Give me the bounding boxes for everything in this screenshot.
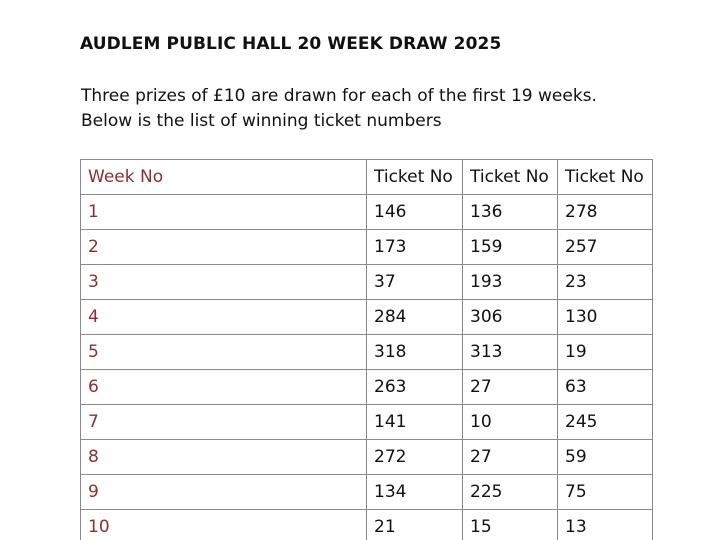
table-row <box>81 300 653 335</box>
ticket-no-cell: 278 <box>558 195 653 230</box>
ticket-no-cell: 27 <box>463 370 558 405</box>
ticket-no-cell: 313 <box>463 335 558 370</box>
ticket-no-cell: 318 <box>367 335 463 370</box>
ticket-no-cell: 59 <box>558 440 653 475</box>
ticket-no-cell: 75 <box>558 475 653 510</box>
ticket-no-cell: 146 <box>367 195 463 230</box>
ticket-no-cell: 136 <box>463 195 558 230</box>
week-no-cell: 5 <box>81 335 367 370</box>
ticket-no-cell: 19 <box>558 335 653 370</box>
week-no-cell: 10 <box>81 510 367 540</box>
ticket-no-cell: 159 <box>463 230 558 265</box>
intro-line-1: Three prizes of £10 are drawn for each of the first 19 weeks. <box>81 86 597 106</box>
ticket-no-cell: 257 <box>558 230 653 265</box>
ticket-no-cell: 284 <box>367 300 463 335</box>
ticket-no-cell: 10 <box>463 405 558 440</box>
table-body <box>81 195 653 540</box>
ticket-no-cell: 306 <box>463 300 558 335</box>
week-no-cell: 6 <box>81 370 367 405</box>
ticket-no-cell: 21 <box>367 510 463 540</box>
week-no-cell: 2 <box>81 230 367 265</box>
table-header-row <box>81 160 653 195</box>
ticket-no-cell: 193 <box>463 265 558 300</box>
ticket-no-cell: 272 <box>367 440 463 475</box>
header-week-no: Week No <box>81 160 367 195</box>
table-row <box>81 230 653 265</box>
header-ticket-no-2: Ticket No <box>463 160 558 195</box>
week-no-cell: 4 <box>81 300 367 335</box>
week-no-cell: 8 <box>81 440 367 475</box>
week-no-cell: 7 <box>81 405 367 440</box>
ticket-no-cell: 263 <box>367 370 463 405</box>
table-row <box>81 335 653 370</box>
table-row <box>81 195 653 230</box>
intro-line-2: Below is the list of winning ticket numbers <box>81 111 442 131</box>
table-row <box>81 510 653 540</box>
ticket-no-cell: 37 <box>367 265 463 300</box>
ticket-no-cell: 141 <box>367 405 463 440</box>
week-no-cell: 1 <box>81 195 367 230</box>
intro-text <box>81 84 597 134</box>
ticket-no-cell: 15 <box>463 510 558 540</box>
ticket-no-cell: 130 <box>558 300 653 335</box>
document-title: AUDLEM PUBLIC HALL 20 WEEK DRAW 2025 <box>80 34 502 54</box>
table-row <box>81 475 653 510</box>
week-no-cell: 9 <box>81 475 367 510</box>
header-ticket-no-3: Ticket No <box>558 160 653 195</box>
ticket-no-cell: 225 <box>463 475 558 510</box>
week-no-cell: 3 <box>81 265 367 300</box>
ticket-no-cell: 173 <box>367 230 463 265</box>
ticket-no-cell: 27 <box>463 440 558 475</box>
table-row <box>81 265 653 300</box>
ticket-no-cell: 13 <box>558 510 653 540</box>
table-row <box>81 440 653 475</box>
table-row <box>81 405 653 440</box>
winning-numbers-table <box>80 159 653 540</box>
table-row <box>81 370 653 405</box>
ticket-no-cell: 134 <box>367 475 463 510</box>
ticket-no-cell: 245 <box>558 405 653 440</box>
header-ticket-no-1: Ticket No <box>367 160 463 195</box>
ticket-no-cell: 63 <box>558 370 653 405</box>
ticket-no-cell: 23 <box>558 265 653 300</box>
